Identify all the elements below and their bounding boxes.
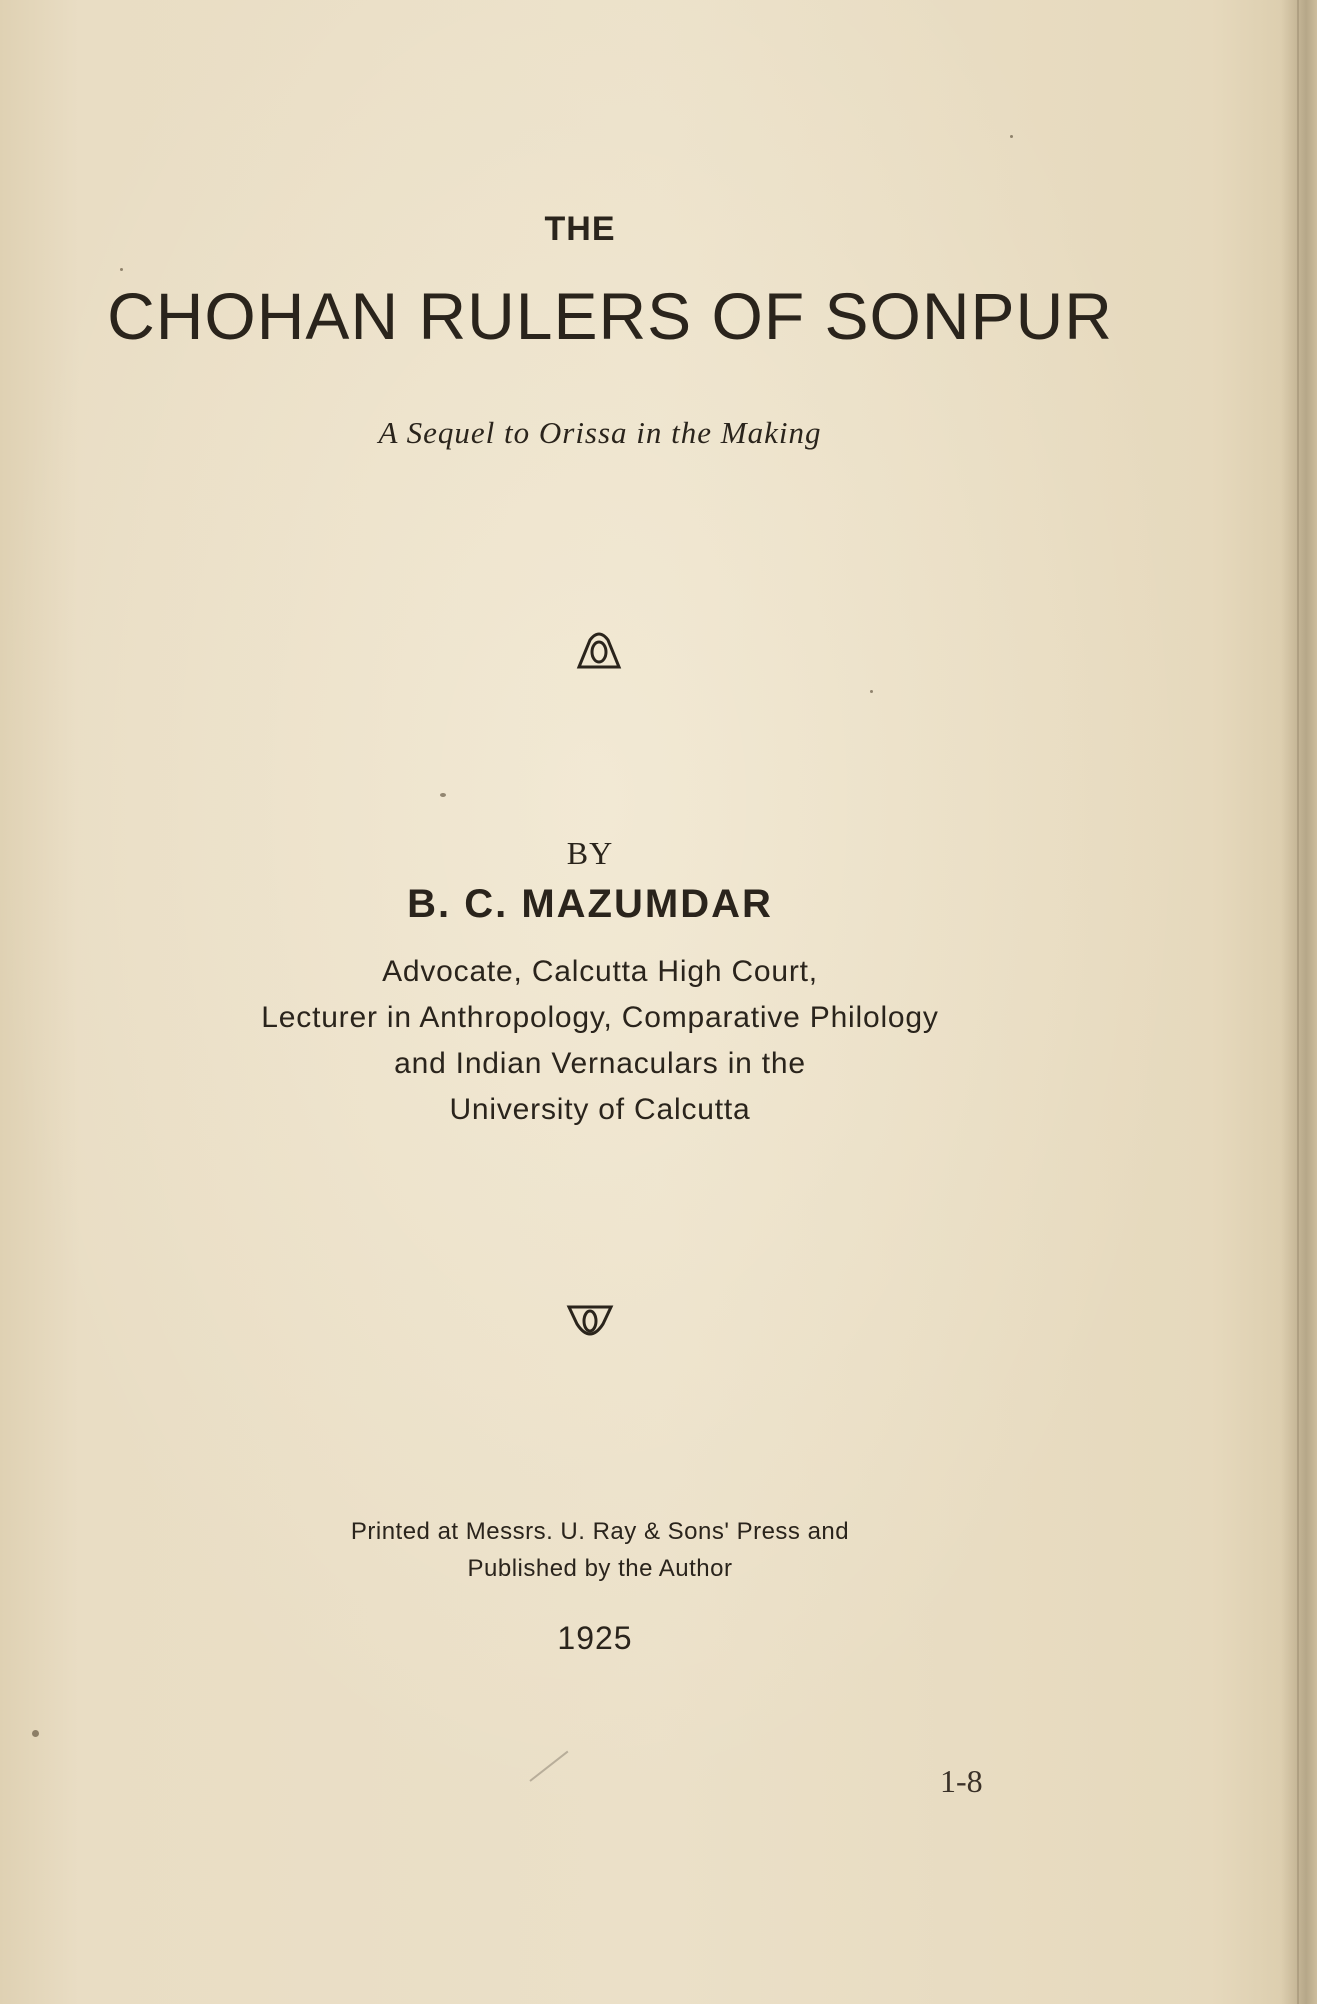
paper-speck	[870, 690, 873, 693]
book-title: CHOHAN RULERS OF SONPUR	[107, 279, 1113, 353]
title-article: THE	[544, 210, 616, 248]
by-line: BY	[566, 835, 614, 871]
page-edge-line	[1297, 0, 1299, 2004]
author-credential-line: Advocate, Calcutta High Court,	[382, 955, 818, 988]
pencil-mark	[529, 1751, 568, 1782]
imprint-line: Published by the Author	[467, 1555, 733, 1582]
author-name: B. C. MAZUMDAR	[407, 882, 773, 926]
paper-speck	[1010, 135, 1013, 138]
paper-speck	[440, 793, 446, 797]
price-mark: 1-8	[940, 1763, 983, 1799]
page-edge-shadow	[1281, 0, 1317, 2004]
author-credential-line: Lecturer in Anthropology, Comparative Philology	[261, 1001, 939, 1034]
paper-speck	[120, 268, 123, 271]
arch-ornament-icon	[576, 630, 622, 670]
book-subtitle: A Sequel to Orissa in the Making	[378, 415, 822, 450]
paper-speck	[32, 1730, 39, 1737]
imprint-line: Printed at Messrs. U. Ray & Sons' Press and	[350, 1518, 850, 1545]
publication-year: 1925	[557, 1620, 633, 1656]
author-credential-line: University of Calcutta	[449, 1093, 751, 1126]
author-credential-line: and Indian Vernaculars in the	[394, 1047, 806, 1080]
shield-ornament-icon	[566, 1304, 614, 1342]
